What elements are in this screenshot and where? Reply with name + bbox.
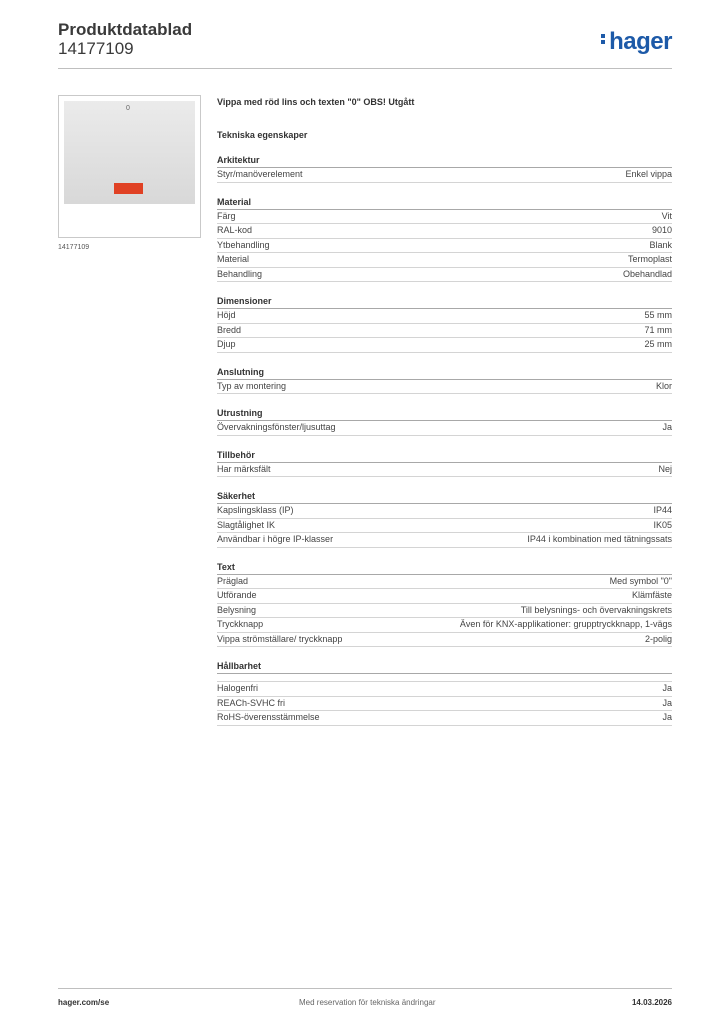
spec-value: Ja bbox=[662, 422, 672, 432]
spec-value: 71 mm bbox=[644, 324, 672, 335]
section-title: Anslutning bbox=[217, 365, 672, 380]
spec-label: Styr/manöverelement bbox=[217, 169, 303, 179]
spec-label: Behandling bbox=[217, 268, 263, 279]
spec-section bbox=[217, 489, 672, 548]
spec-section bbox=[217, 153, 672, 183]
spec-label: Vippa strömställare/ tryckknapp bbox=[217, 633, 343, 644]
spec-value: 2-polig bbox=[644, 633, 672, 644]
spec-section bbox=[217, 406, 672, 436]
spec-row bbox=[217, 168, 672, 183]
spec-value: Blank bbox=[649, 239, 672, 250]
section-title: Arkitektur bbox=[217, 153, 672, 168]
spec-label: Präglad bbox=[217, 575, 249, 586]
spec-value: Klämfäste bbox=[631, 590, 672, 600]
spec-value: Termoplast bbox=[627, 254, 672, 264]
spec-label: Typ av montering bbox=[217, 380, 287, 391]
spec-row bbox=[217, 338, 672, 353]
header-divider bbox=[58, 68, 672, 69]
spec-label: Övervakningsfönster/ljusuttag bbox=[217, 422, 336, 432]
rocker-plate bbox=[64, 101, 195, 204]
spec-label: Kapslingsklass (IP) bbox=[217, 505, 294, 515]
spec-value: Vit bbox=[661, 210, 672, 221]
spec-label: Djup bbox=[217, 339, 236, 349]
spec-value: Även för KNX-applikationer: grupptryckknapp, 1-vägs bbox=[459, 619, 672, 629]
spec-value: Med symbol "0" bbox=[609, 575, 672, 586]
spec-value: Nej bbox=[658, 463, 672, 474]
product-number: 14177109 bbox=[58, 39, 134, 58]
properties-heading: Tekniska egenskaper bbox=[217, 130, 308, 140]
spec-label: Tryckknapp bbox=[217, 619, 264, 629]
spec-section bbox=[217, 659, 672, 726]
spec-value: Enkel vippa bbox=[625, 169, 672, 179]
footer-website: hager.com/se bbox=[58, 998, 110, 1007]
spec-row bbox=[217, 380, 672, 395]
footer-divider bbox=[58, 988, 672, 989]
spec-row bbox=[217, 421, 672, 436]
spec-value: Ja bbox=[662, 697, 672, 708]
logo-dots-icon bbox=[601, 32, 607, 46]
spec-row bbox=[217, 324, 672, 339]
section-title: Material bbox=[217, 195, 672, 210]
spec-row bbox=[217, 268, 672, 283]
spec-label: Ytbehandling bbox=[217, 239, 270, 250]
spec-row bbox=[217, 253, 672, 268]
spec-label: Färg bbox=[217, 210, 236, 221]
zero-symbol: 0 bbox=[126, 105, 130, 112]
spec-row bbox=[217, 239, 672, 254]
spec-label: Utförande bbox=[217, 590, 257, 600]
section-title: Hållbarhet bbox=[217, 659, 672, 674]
spec-label: Halogenfri bbox=[217, 683, 259, 693]
spec-row bbox=[217, 618, 672, 633]
spec-row bbox=[217, 589, 672, 604]
product-description: Vippa med röd lins och texten "0" OBS! Utgått bbox=[217, 97, 415, 107]
spec-row bbox=[217, 604, 672, 619]
spec-value: Obehandlad bbox=[622, 268, 672, 279]
product-details bbox=[217, 95, 672, 726]
spec-row bbox=[217, 575, 672, 590]
spec-label: Material bbox=[217, 254, 250, 264]
spec-row bbox=[217, 463, 672, 478]
spec-label: Slagtålighet IK bbox=[217, 519, 276, 530]
image-caption: 14177109 bbox=[58, 244, 90, 251]
spec-row bbox=[217, 519, 672, 534]
spacer-row bbox=[217, 674, 672, 682]
spec-label: Bredd bbox=[217, 324, 242, 335]
spec-value: 55 mm bbox=[644, 310, 672, 320]
spec-label: Användbar i högre IP-klasser bbox=[217, 534, 334, 544]
spec-value: IP44 bbox=[653, 505, 672, 515]
spec-label: RoHS-överensstämmelse bbox=[217, 712, 320, 722]
spec-row bbox=[217, 697, 672, 712]
section-title: Tillbehör bbox=[217, 448, 672, 463]
spec-section bbox=[217, 195, 672, 283]
spec-label: Har märksfält bbox=[217, 463, 271, 474]
spec-value: Till belysnings- och övervakningskrets bbox=[520, 604, 672, 615]
spec-row bbox=[217, 224, 672, 239]
page-title: Produktdatablad bbox=[58, 20, 193, 39]
footer-date: 14.03.2026 bbox=[631, 998, 672, 1007]
spec-row bbox=[217, 210, 672, 225]
spec-section bbox=[217, 448, 672, 478]
spec-value: Klor bbox=[655, 380, 672, 391]
hager-logo bbox=[601, 28, 672, 56]
spec-value: 25 mm bbox=[644, 339, 672, 349]
section-title: Text bbox=[217, 560, 672, 575]
section-title: Dimensioner bbox=[217, 294, 672, 309]
spec-value: Ja bbox=[662, 683, 672, 693]
spec-value: IP44 i kombination med tätningssats bbox=[527, 534, 672, 544]
red-lens bbox=[114, 183, 143, 194]
product-image bbox=[58, 95, 201, 238]
spec-value: 9010 bbox=[651, 225, 672, 235]
footer-disclaimer: Med reservation för tekniska ändringar bbox=[299, 998, 436, 1007]
spec-row bbox=[217, 633, 672, 648]
section-title: Utrustning bbox=[217, 406, 672, 421]
spec-row bbox=[217, 711, 672, 726]
properties-sections bbox=[217, 153, 672, 726]
spec-value: Ja bbox=[662, 712, 672, 722]
spec-row bbox=[217, 309, 672, 324]
spec-section bbox=[217, 294, 672, 353]
spec-row bbox=[217, 682, 672, 697]
logo-text: hager bbox=[609, 28, 672, 55]
spec-label: RAL-kod bbox=[217, 225, 253, 235]
spec-section bbox=[217, 365, 672, 395]
spec-label: Belysning bbox=[217, 604, 257, 615]
spec-row bbox=[217, 533, 672, 548]
spec-section bbox=[217, 560, 672, 648]
spec-label: Höjd bbox=[217, 310, 236, 320]
section-title: Säkerhet bbox=[217, 489, 672, 504]
spec-row bbox=[217, 504, 672, 519]
spec-value: IK05 bbox=[653, 519, 672, 530]
spec-label: REACh-SVHC fri bbox=[217, 697, 286, 708]
